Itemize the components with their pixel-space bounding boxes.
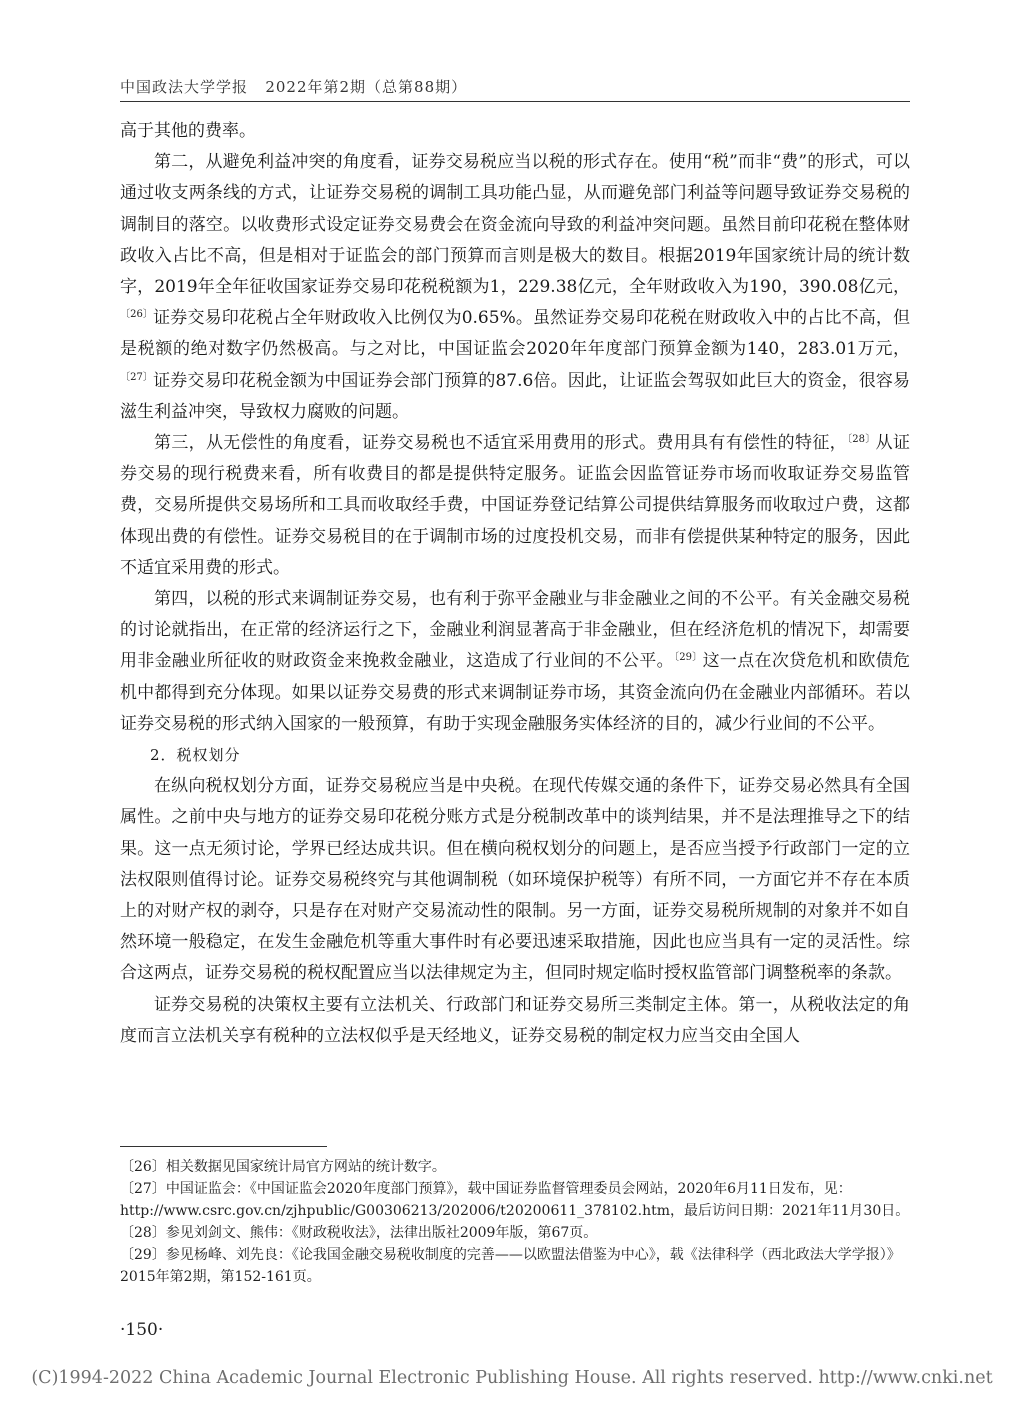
paragraph-3-text-a: 第四，以税的形式来调制证券交易，也有利于弥平金融业与非金融业之间的不公平。有关金融交易税的讨论就指出，在正常的经济运行之下，金融业利润显著高于非金融业，但在经济危机的情况下，却需要用非金融业所征收的财政资金来挽救金融业，这造成了行业间的不公平。 — [120, 589, 910, 672]
footnote-27: 〔27〕中国证监会：《中国证监会2020年度部门预算》，载中国证券监督管理委员会网站，2020年6月11日发布，见：http://www.csrc.gov.cn/zjhpublic/G00306213/202006/t20200611_378102.htm，最后访问日期：2021年11月30日。 — [120, 1181, 910, 1219]
footnote-ref-26[interactable]: 〔26〕 — [120, 309, 154, 321]
paragraph-1-text-b: 证券交易印花税占全年财政收入比例仅为0.65%。虽然证券交易印花税在财政收入中的占比不高，但是税额的绝对数字仍然极高。与之对比，中国证监会2020年年度部门预算金额为140，283.01万元， — [120, 308, 910, 360]
paragraph-1-text-c: 证券交易印花税金额为中国证券会部门预算的87.6倍。因此，让证监会驾驭如此巨大的资金，很容易滋生利益冲突，导致权力腐败的问题。 — [120, 370, 910, 422]
paragraph-2-text-b: 从证券交易的现行税费来看，所有收费目的都是提供特定服务。证监会因监管证券市场而收取证券交易监管费，交易所提供交易场所和工具而收取经手费，中国证券登记结算公司提供结算服务而收取过户费，这都体现出费的有偿性。证券交易税目的在于调制市场的过度投机交易，而非有偿提供某种特定的服务，因此不适宜采用费的形式。 — [120, 433, 910, 578]
running-header — [120, 76, 910, 97]
footnote-26: 〔26〕相关数据见国家统计局官方网站的统计数字。 — [120, 1159, 446, 1175]
paragraph-0: 高于其他的费率。 — [120, 121, 256, 141]
footnote-rule — [120, 1146, 327, 1147]
paragraph-2 — [120, 428, 910, 584]
paragraph-3-text-b: 这一点在次贷危机和欧债危机中都得到充分体现。如果以证券交易费的形式来调制证券市场，其资金流向仍在金融业内部循环。若以证券交易税的形式纳入国家的一般预算，有助于实现金融服务实体经济的目的，减少行业间的不公平。 — [120, 651, 911, 734]
paragraph-2-text-a: 第三，从无偿性的角度看，证券交易税也不适宜采用费用的形式。费用具有有偿性的特征， — [154, 433, 847, 454]
section-subheading: 2．税权划分 — [150, 746, 241, 765]
footnote-ref-29[interactable]: 〔29〕 — [673, 652, 703, 664]
footnote-29: 〔29〕参见杨峰、刘先良：《论我国金融交易税收制度的完善——以欧盟法借鉴为中心》，载《法律科学（西北政法大学学报）》2015年第2期，第152-161页。 — [120, 1247, 901, 1285]
paragraph-1 — [120, 147, 910, 428]
footnotes — [120, 1156, 910, 1288]
paragraph-4: 在纵向税权划分方面，证券交易税应当是中央税。在现代传媒交通的条件下，证券交易必然具有全国属性。之前中央与地方的证券交易印花税分账方式是分税制改革中的谈判结果，并不是法理推导之下的结果。这一点无须讨论，学界已经达成共识。但在横向税权划分的问题上，是否应当授予行政部门一定的立法权限则值得讨论。证券交易税终究与其他调制税（如环境保护税等）有所不同，一方面它并不存在本质上的对财产权的剥夺，只是存在对财产交易流动性的限制。另一方面，证券交易税所规制的对象并不如自然环境一般稳定，在发生金融危机等重大事件时有必要迅速采取措施，因此也应当具有一定的灵活性。综合这两点，证券交易税的税权配置应当以法律规定为主，但同时规定临时授权监管部门调整税率的条款。 — [120, 776, 910, 984]
paragraph-5: 证券交易税的决策权主要有立法机关、行政部门和证券交易所三类制定主体。第一，从税收法定的角度而言立法机关享有税种的立法权似乎是天经地义，证券交易税的制定权力应当交由全国人 — [120, 994, 910, 1046]
page-number: ·150· — [120, 1320, 164, 1340]
paragraph-1-text-a: 第二，从避免利益冲突的角度看，证券交易税应当以税的形式存在。使用“税”而非“费”的形式，可以通过收支两条线的方式，让证券交易税的调制工具功能凸显，从而避免部门利益等问题导致证券交易税的调制目的落空。以收费形式设定证券交易费会在资金流向导致的利益冲突问题。虽然目前印花税在整体财政收入占比不高，但是相对于证监会的部门预算而言则是极大的数目。根据2019年国家统计局的统计数字，2019年全年征收国家证券交易印花税税额为1，229.38亿元，全年财政收入为190，390.08亿元， — [120, 152, 910, 298]
header-rule — [120, 101, 910, 102]
footnote-ref-27[interactable]: 〔27〕 — [120, 371, 154, 383]
issue-info: 2022年第2期（总第88期） — [265, 78, 468, 96]
footnote-28: 〔28〕参见刘剑文、熊伟：《财政税收法》，法律出版社2009年版，第67页。 — [120, 1225, 598, 1241]
journal-name: 中国政法大学学报 — [120, 78, 249, 96]
paragraph-3 — [120, 584, 910, 740]
article-body — [120, 116, 910, 1052]
footnote-ref-28[interactable]: 〔28〕 — [846, 434, 876, 446]
copyright-line: (C)1994-2022 China Academic Journal Electronic Publishing House. All rights reserved. http://www.cnki.net — [31, 1368, 993, 1388]
